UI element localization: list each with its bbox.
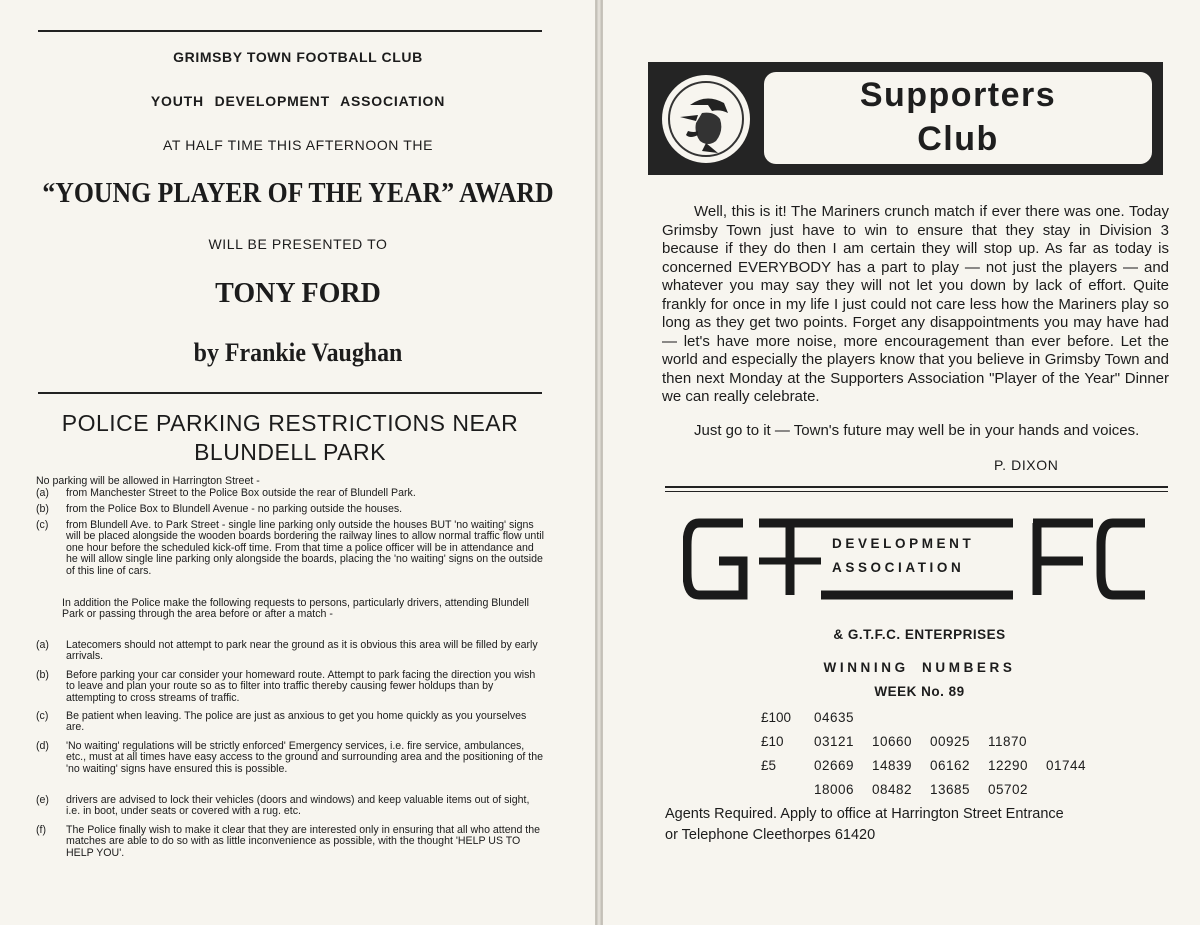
restriction-label: (a): [36, 487, 49, 499]
winning-number: 14839: [872, 758, 913, 773]
restriction-text: from the Police Box to Blundell Avenue - no parking outside the houses.: [66, 503, 403, 515]
week-number: WEEK No. 89: [874, 684, 965, 699]
request-text: drivers are advised to lock their vehicles (doors and windows) and keep valuable items out of sight, i.e. in boot, under seats or covered with a rug. etc.: [66, 794, 530, 818]
banner-title-line1: Supporters: [859, 76, 1057, 114]
request-label: (b): [36, 669, 49, 681]
request-label: (e): [36, 794, 49, 806]
letter-signoff: P. DIXON: [994, 457, 1059, 473]
enterprises-title: & G.T.F.C. ENTERPRISES: [833, 627, 1006, 642]
winning-number: 06162: [930, 758, 971, 773]
winning-number: 10660: [872, 734, 913, 749]
winning-numbers-title: WINNING NUMBERS: [823, 660, 1016, 675]
winning-number: 00925: [930, 734, 971, 749]
request-label: (f): [36, 824, 46, 836]
gtfc-logo: [683, 515, 1149, 603]
request-text: 'No waiting' regulations will be strictly enforced' Emergency services, i.e. fire service, ambulances, etc., must at all times have easy access to the ground and surrounding area and the positioning of the 'no waiting' signs have ensured this is possible.: [66, 740, 544, 775]
prize-amount: £5: [761, 758, 777, 773]
winning-number: 01744: [1046, 758, 1087, 773]
half-time-intro: AT HALF TIME THIS AFTERNOON THE: [162, 137, 434, 153]
winning-number: 18006: [814, 782, 855, 797]
agents-line1: Agents Required. Apply to office at Harrington Street Entrance: [665, 806, 1064, 822]
club-name: GRIMSBY TOWN FOOTBALL CLUB: [173, 49, 423, 65]
restriction-label: (c): [36, 519, 49, 531]
winning-number: 11870: [988, 734, 1028, 749]
award-title: “YOUNG PLAYER OF THE YEAR” AWARD: [42, 178, 554, 209]
police-title-line2: BLUNDELL PARK: [194, 439, 386, 465]
parking-intro: No parking will be allowed in Harrington Street -: [36, 475, 260, 487]
prize-amount: £10: [761, 734, 784, 749]
letter-paragraph-2: Just go to it — Town's future may well be in your hands and voices.: [694, 422, 1140, 439]
winning-number: 03121: [814, 734, 855, 749]
right-rule-bottom: [665, 491, 1168, 492]
logo-text-line2: ASSOCIATION: [832, 560, 965, 575]
winning-number: 13685: [930, 782, 971, 797]
request-label: (a): [36, 639, 49, 651]
mariner-icon: [662, 75, 750, 163]
request-label: (c): [36, 710, 49, 722]
presented-to: WILL BE PRESENTED TO: [208, 236, 388, 252]
police-title: [30, 409, 550, 467]
right-rule-top: [665, 486, 1168, 488]
winning-number: 04635: [814, 710, 855, 725]
banner-title-line2: Club: [917, 120, 999, 158]
request-text: The Police finally wish to make it clear that they are interested only in ensuring that all who attend the matches are able to do so with as little inconvenience as possible, with the thought 'HELP US TO HELP YOU'.: [66, 824, 541, 859]
award-presenter: by Frankie Vaughan: [193, 338, 403, 367]
winning-number: 12290: [988, 758, 1029, 773]
request-text: Be patient when leaving. The police are just as anxious to get you home quickly as you yourselves are.: [66, 710, 527, 734]
requests-intro: In addition the Police make the following requests to persons, particularly drivers, attending Blundell Park or passing through the area before or after a match -: [62, 597, 529, 621]
prize-amount: £100: [761, 710, 792, 725]
restriction-text: from Blundell Ave. to Park Street - single line parking only outside the houses BUT 'no waiting' signs will be placed alongside the wooden boards bordering the railway lines to allow normal traffic flow until one hour before the scheduled kick-off time. From that time a police officer will be in attendance and he will allow single line parking only alongside the boards, placing the 'no waiting' signs on the outside of this line of cars.: [66, 519, 544, 577]
logo-text-line1: DEVELOPMENT: [832, 536, 975, 551]
award-winner: TONY FORD: [215, 278, 381, 309]
top-rule: [38, 30, 542, 32]
police-title-line1: POLICE PARKING RESTRICTIONS NEAR: [61, 410, 519, 436]
association-name: YOUTH DEVELOPMENT ASSOCIATION: [150, 93, 446, 109]
winning-number: 02669: [814, 758, 855, 773]
winning-number: 08482: [872, 782, 913, 797]
section-rule: [38, 392, 542, 394]
agents-line2: or Telephone Cleethorpes 61420: [665, 827, 876, 843]
restriction-label: (b): [36, 503, 49, 515]
restriction-text: from Manchester Street to the Police Box outside the rear of Blundell Park.: [66, 487, 416, 499]
request-text: Latecomers should not attempt to park near the ground as it is obvious this area will be filled by early arrivals.: [66, 639, 538, 663]
winning-number: 05702: [988, 782, 1029, 797]
request-label: (d): [36, 740, 49, 752]
mariner-badge: [662, 75, 750, 163]
letter-paragraph-1: Well, this is it! The Mariners crunch match if ever there was one. Today Grimsby Town just have to win to ensure that they stay in Division 3 because if they do then I am certain they will stop up. As far as today is concerned EVERYBODY has a part to play — not just the players — and whatever you may say they will not let you down by lack of effort. Quite frankly for once in my life I just could not care less how the Mariners play so long as they get two points. Forget any disappointments you may have had — let's have more noise, more encouragement than ever before. Let the world and especially the players know that you believe in Grimsby Town and then next Monday at the Supporters Association "Player of the Year" Dinner we can really celebrate.: [662, 203, 1169, 405]
request-text: Before parking your car consider your homeward route. Attempt to park facing the direction you wish to leave and plan your route so as to filter into traffic thereby causing fewer holdups than by attempting to cross streams of traffic.: [66, 669, 536, 704]
